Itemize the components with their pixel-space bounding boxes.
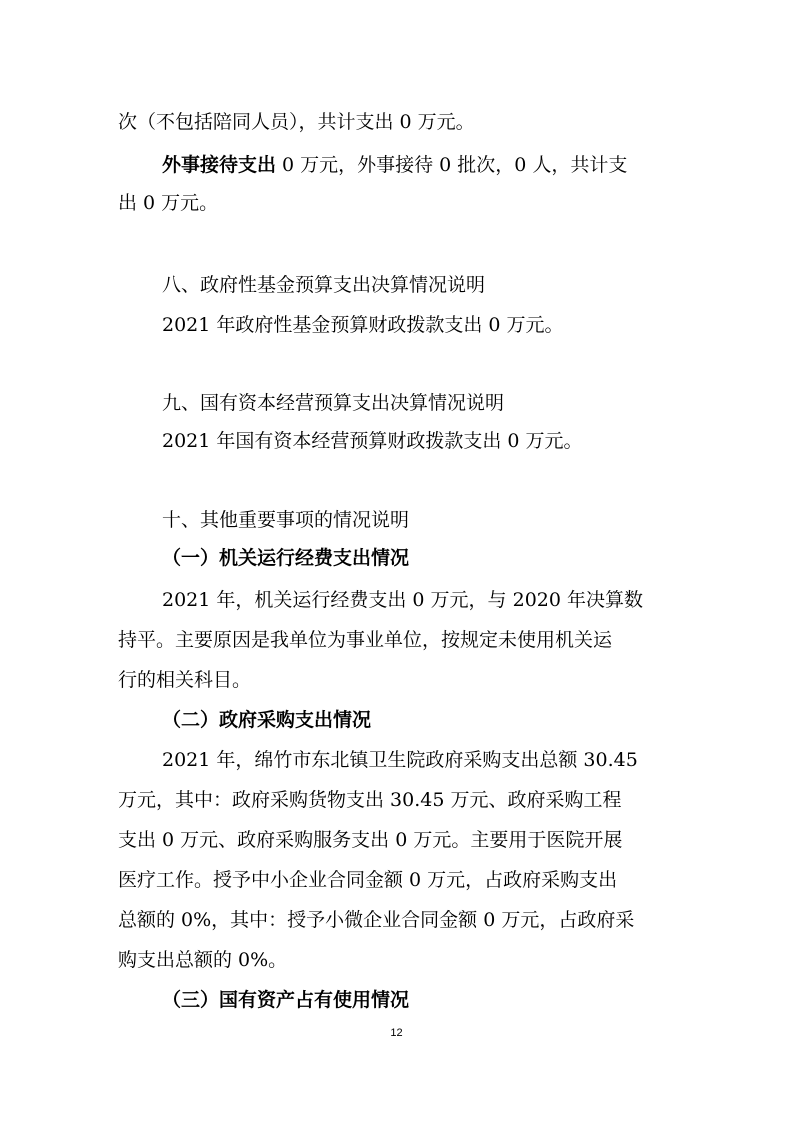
paragraph-line <box>0 662 793 698</box>
subsection-heading <box>0 982 793 1018</box>
text-line: 持平。主要原因是我单位为事业单位，按规定未使用机关运 <box>118 629 613 651</box>
section-8-heading: 八、政府性基金预算支出决算情况说明 <box>162 274 486 296</box>
subsection-2-heading: （二）政府采购支出情况 <box>162 709 372 731</box>
paragraph-line <box>0 104 793 140</box>
paragraph-line <box>0 942 793 978</box>
text-line: 出 0 万元。 <box>118 192 219 214</box>
paragraph-line <box>0 782 793 818</box>
text-line: 万元，其中：政府采购货物支出 30.45 万元、政府采购工程 <box>118 789 622 811</box>
paragraph-line <box>0 147 793 183</box>
paragraph-line <box>0 742 793 778</box>
text-line: 2021 年国有资本经营预算财政拨款支出 0 万元。 <box>162 430 583 452</box>
paragraph-line <box>0 582 793 618</box>
page-number: 12 <box>390 1027 403 1039</box>
section-9-heading: 九、国有资本经营预算支出决算情况说明 <box>162 392 505 414</box>
subsection-3-heading: （三）国有资产占有使用情况 <box>162 989 410 1011</box>
text-line: 支出 0 万元、政府采购服务支出 0 万元。主要用于医院开展 <box>118 829 623 851</box>
text-line: 2021 年，绵竹市东北镇卫生院政府采购支出总额 30.45 <box>162 749 638 771</box>
text-line: 2021 年，机关运行经费支出 0 万元，与 2020 年决算数 <box>162 589 643 611</box>
text-line: 2021 年政府性基金预算财政拨款支出 0 万元。 <box>162 314 564 336</box>
paragraph-line <box>0 822 793 858</box>
subsection-1-heading: （一）机关运行经费支出情况 <box>162 547 410 569</box>
paragraph-line <box>0 902 793 938</box>
section-10-heading: 十、其他重要事项的情况说明 <box>162 509 410 531</box>
section-heading <box>0 385 793 421</box>
text-line: 次（不包括陪同人员），共计支出 0 万元。 <box>118 111 475 133</box>
paragraph-line <box>0 862 793 898</box>
outbound-reception-label: 外事接待支出 <box>162 154 277 176</box>
subsection-heading <box>0 540 793 576</box>
text-line: 行的相关科目。 <box>118 669 252 691</box>
subsection-heading <box>0 702 793 738</box>
paragraph-line <box>0 622 793 658</box>
text-line: 医疗工作。授予中小企业合同金额 0 万元，占政府采购支出 <box>118 869 618 891</box>
text-line: 0 万元，外事接待 0 批次，0 人，共计支 <box>282 154 628 176</box>
text-line: 购支出总额的 0%。 <box>118 949 288 971</box>
section-heading <box>0 502 793 538</box>
text-line: 总额的 0%，其中：授予小微企业合同金额 0 万元，占政府采 <box>118 909 635 931</box>
paragraph-line <box>0 423 793 459</box>
paragraph-line <box>0 185 793 221</box>
paragraph-line <box>0 307 793 343</box>
section-heading <box>0 267 793 303</box>
